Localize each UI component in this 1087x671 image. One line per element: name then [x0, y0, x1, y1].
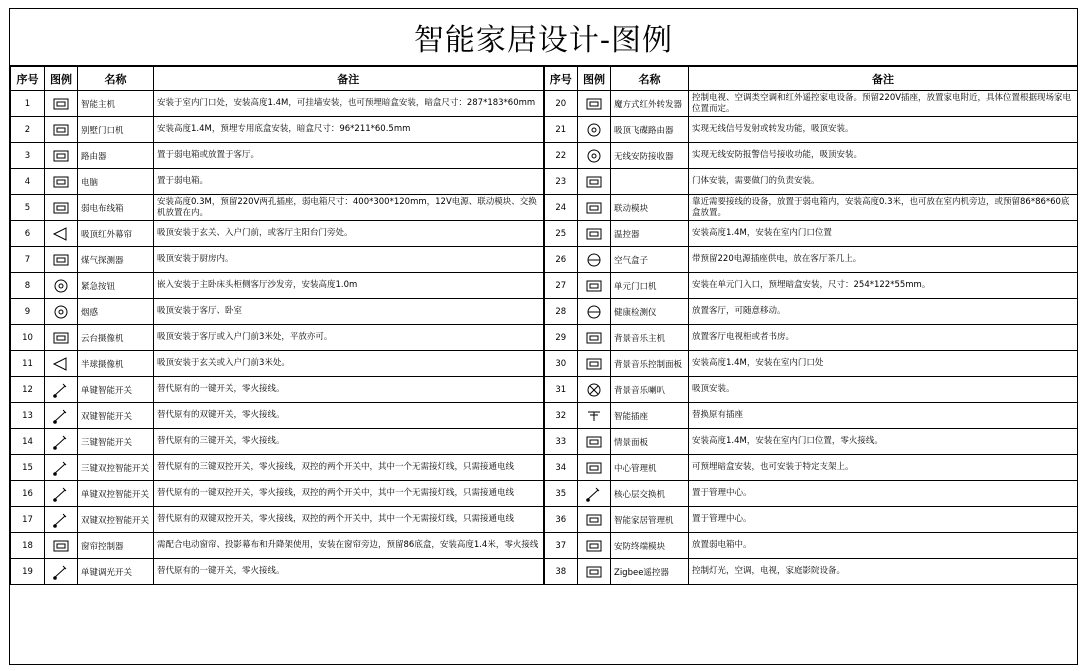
switch3-icon — [51, 433, 71, 451]
infrared-icon — [51, 225, 71, 243]
item-number: 17 — [11, 507, 45, 533]
item-remark: 替代原有的双键开关，零火接线。 — [154, 403, 544, 429]
page-title: 智能家居设计-图例 — [10, 9, 1077, 66]
item-remark: 替换原有插座 — [689, 403, 1078, 429]
door-sensor-icon — [584, 173, 604, 191]
item-number: 21 — [544, 117, 578, 143]
item-number: 6 — [11, 221, 45, 247]
item-name: 背景音乐主机 — [611, 325, 689, 351]
symbol-cell — [45, 247, 78, 273]
table-row — [11, 455, 1078, 481]
table-row — [11, 325, 1078, 351]
item-remark: 置于管理中心。 — [689, 481, 1078, 507]
item-remark: 吸顶安装于客厅、卧室 — [154, 299, 544, 325]
zigbee-icon — [584, 563, 604, 581]
table-row — [11, 169, 1078, 195]
receiver-icon — [584, 147, 604, 165]
symbol-cell — [578, 533, 611, 559]
item-remark: 安装高度1.4M，安装在室内门口位置 — [689, 221, 1078, 247]
music-host-icon — [584, 329, 604, 347]
symbol-cell — [578, 403, 611, 429]
item-name: 烟感 — [78, 299, 154, 325]
table-row — [11, 377, 1078, 403]
item-name: 核心层交换机 — [611, 481, 689, 507]
item-remark: 安装在单元门入口，预埋暗盒安装，尺寸：254*122*55mm。 — [689, 273, 1078, 299]
item-remark: 替代原有的三键开关，零火接线。 — [154, 429, 544, 455]
socket-icon — [584, 407, 604, 425]
table-row — [11, 195, 1078, 221]
symbol-cell — [45, 429, 78, 455]
switch3d-icon — [51, 459, 71, 477]
item-name: 路由器 — [78, 143, 154, 169]
item-remark: 放置客厅，可随意移动。 — [689, 299, 1078, 325]
item-number: 28 — [544, 299, 578, 325]
router-icon — [51, 147, 71, 165]
gas-icon — [51, 251, 71, 269]
item-name: 紧急按钮 — [78, 273, 154, 299]
item-number: 20 — [544, 91, 578, 117]
core-switch-icon — [584, 485, 604, 503]
item-name: 三键智能开关 — [78, 429, 154, 455]
table-row — [11, 559, 1078, 585]
item-name: 智能插座 — [611, 403, 689, 429]
symbol-cell — [45, 299, 78, 325]
ir-icon — [584, 95, 604, 113]
air-icon — [584, 251, 604, 269]
item-number: 27 — [544, 273, 578, 299]
item-remark: 置于管理中心。 — [689, 507, 1078, 533]
header-name-right: 名称 — [611, 67, 689, 91]
item-remark: 吸顶安装于客厅或入户门前3米处，平放亦可。 — [154, 325, 544, 351]
header-symbol: 图例 — [45, 67, 78, 91]
item-remark: 控制电视、空调类空调和红外遥控家电设备。预留220V插座，放置家电附近，具体位置根据现场家电位置而定。 — [689, 91, 1078, 117]
item-number: 30 — [544, 351, 578, 377]
symbol-cell — [578, 299, 611, 325]
table-row — [11, 507, 1078, 533]
header-remark-right: 备注 — [689, 67, 1078, 91]
item-number: 9 — [11, 299, 45, 325]
item-remark: 安装高度1.4M，安装在室内门口处 — [689, 351, 1078, 377]
item-name: 单键调光开关 — [78, 559, 154, 585]
item-name: 吸顶红外幕帘 — [78, 221, 154, 247]
item-name: 背景音乐控制面板 — [611, 351, 689, 377]
symbol-cell — [45, 143, 78, 169]
symbol-cell — [578, 351, 611, 377]
item-number: 19 — [11, 559, 45, 585]
item-number: 1 — [11, 91, 45, 117]
item-name: 背景音乐喇叭 — [611, 377, 689, 403]
item-number: 16 — [11, 481, 45, 507]
table-row — [11, 117, 1078, 143]
item-remark: 门体安装，需要做门的负责安装。 — [689, 169, 1078, 195]
symbol-cell — [578, 455, 611, 481]
item-name: 温控器 — [611, 221, 689, 247]
item-name: 三键双控智能开关 — [78, 455, 154, 481]
health-icon — [584, 303, 604, 321]
item-name: 无线安防接收器 — [611, 143, 689, 169]
item-number: 11 — [11, 351, 45, 377]
symbol-cell — [45, 273, 78, 299]
scene-icon — [584, 433, 604, 451]
table-row — [11, 299, 1078, 325]
symbol-cell — [45, 351, 78, 377]
item-number: 33 — [544, 429, 578, 455]
symbol-cell — [45, 377, 78, 403]
curtain-icon — [51, 537, 71, 555]
door-unit-icon — [51, 121, 71, 139]
item-name: 单键智能开关 — [78, 377, 154, 403]
dimmer-icon — [51, 563, 71, 581]
symbol-cell — [45, 559, 78, 585]
box-icon — [51, 199, 71, 217]
item-remark: 安装高度1.4M，安装在室内门口位置，零火接线。 — [689, 429, 1078, 455]
symbol-cell — [578, 273, 611, 299]
table-row — [11, 143, 1078, 169]
symbol-cell — [45, 169, 78, 195]
table-row — [11, 351, 1078, 377]
symbol-cell — [578, 507, 611, 533]
item-number: 38 — [544, 559, 578, 585]
symbol-cell — [578, 377, 611, 403]
symbol-cell — [45, 403, 78, 429]
server-icon — [584, 511, 604, 529]
item-number: 22 — [544, 143, 578, 169]
host-icon — [51, 95, 71, 113]
header-symbol-right: 图例 — [578, 67, 611, 91]
item-remark: 实现无线安防报警信号接收功能，吸顶安装。 — [689, 143, 1078, 169]
symbol-cell — [45, 325, 78, 351]
item-number: 12 — [11, 377, 45, 403]
speaker-icon — [584, 381, 604, 399]
table-row — [11, 429, 1078, 455]
symbol-cell — [45, 533, 78, 559]
table-row — [11, 91, 1078, 117]
header-no: 序号 — [11, 67, 45, 91]
item-remark: 替代原有的双键双控开关，零火接线，双控的两个开关中，其中一个无需接灯线，只需接通电线 — [154, 507, 544, 533]
item-name: 云台摄像机 — [78, 325, 154, 351]
item-number: 8 — [11, 273, 45, 299]
item-remark: 放置客厅电视柜或者书房。 — [689, 325, 1078, 351]
item-remark: 安装高度0.3M，预留220V两孔插座，弱电箱尺寸：400*300*120mm，12V电源、联动模块、交换机放置在内。 — [154, 195, 544, 221]
symbol-cell — [578, 143, 611, 169]
item-remark: 安装高度1.4M，预埋专用底盒安装，暗盒尺寸：96*211*60.5mm — [154, 117, 544, 143]
item-remark: 置于弱电箱。 — [154, 169, 544, 195]
item-number: 4 — [11, 169, 45, 195]
table-row — [11, 481, 1078, 507]
symbol-cell — [45, 481, 78, 507]
item-remark: 替代原有的一键开关，零火接线。 — [154, 377, 544, 403]
symbol-cell — [578, 195, 611, 221]
symbol-cell — [45, 195, 78, 221]
item-remark: 安装于室内门口处，安装高度1.4M，可挂墙安装，也可预埋暗盒安装，暗盒尺寸：287*183*60mm — [154, 91, 544, 117]
item-remark: 吸顶安装于玄关、入户门前，或客厅主阳台门旁处。 — [154, 221, 544, 247]
item-name: 联动模块 — [611, 195, 689, 221]
item-number: 2 — [11, 117, 45, 143]
item-name: 健康检测仪 — [611, 299, 689, 325]
item-remark: 吸顶安装。 — [689, 377, 1078, 403]
linkage-icon — [584, 199, 604, 217]
security-mod-icon — [584, 537, 604, 555]
symbol-cell — [578, 559, 611, 585]
symbol-cell — [45, 455, 78, 481]
unit-door-icon — [584, 277, 604, 295]
header-remark: 备注 — [154, 67, 544, 91]
item-number: 18 — [11, 533, 45, 559]
item-number: 31 — [544, 377, 578, 403]
table-row — [11, 533, 1078, 559]
item-remark: 置于弱电箱或放置于客厅。 — [154, 143, 544, 169]
switch1-icon — [51, 381, 71, 399]
item-name: 别墅门口机 — [78, 117, 154, 143]
switch1d-icon — [51, 485, 71, 503]
header-name: 名称 — [78, 67, 154, 91]
item-name: 吸顶飞碟路由器 — [611, 117, 689, 143]
item-number: 13 — [11, 403, 45, 429]
switch2-icon — [51, 407, 71, 425]
symbol-cell — [578, 481, 611, 507]
tv-icon — [51, 173, 71, 191]
item-number: 24 — [544, 195, 578, 221]
item-name: 双键智能开关 — [78, 403, 154, 429]
item-remark: 靠近需要接线的设备，放置于弱电箱内，安装高度0.3米，也可放在室内机旁边，或预留86*86*60底盒放置。 — [689, 195, 1078, 221]
table-header — [11, 67, 1078, 91]
item-name: 单元门口机 — [611, 273, 689, 299]
item-number: 7 — [11, 247, 45, 273]
item-number: 32 — [544, 403, 578, 429]
cam2-icon — [51, 355, 71, 373]
symbol-cell — [578, 429, 611, 455]
item-remark: 带预留220电源插座供电，放在客厅茶几上。 — [689, 247, 1078, 273]
item-name: 安防终端模块 — [611, 533, 689, 559]
item-number: 25 — [544, 221, 578, 247]
item-number: 34 — [544, 455, 578, 481]
item-name: Zigbee遥控器 — [611, 559, 689, 585]
smoke-icon — [51, 303, 71, 321]
symbol-cell — [45, 221, 78, 247]
table-row — [11, 403, 1078, 429]
item-name: 中心管理机 — [611, 455, 689, 481]
header-no-right: 序号 — [544, 67, 578, 91]
symbol-cell — [45, 507, 78, 533]
symbol-cell — [578, 91, 611, 117]
item-name: 空气盒子 — [611, 247, 689, 273]
item-number: 23 — [544, 169, 578, 195]
item-name: 情景面板 — [611, 429, 689, 455]
legend-sheet — [9, 8, 1078, 665]
item-number: 5 — [11, 195, 45, 221]
legend-table — [10, 66, 1078, 585]
item-name: 智能主机 — [78, 91, 154, 117]
temp-icon — [584, 225, 604, 243]
item-number: 26 — [544, 247, 578, 273]
item-name: 单键双控智能开关 — [78, 481, 154, 507]
item-name — [611, 169, 689, 195]
item-remark: 吸顶安装于厨房内。 — [154, 247, 544, 273]
symbol-cell — [45, 91, 78, 117]
item-number: 36 — [544, 507, 578, 533]
item-name: 魔方式红外转发器 — [611, 91, 689, 117]
switch2d-icon — [51, 511, 71, 529]
item-remark: 吸顶安装于玄关或入户门前3米处。 — [154, 351, 544, 377]
item-remark: 嵌入安装于主卧床头柜侧客厅沙发旁，安装高度1.0m — [154, 273, 544, 299]
item-name: 弱电布线箱 — [78, 195, 154, 221]
table-row — [11, 273, 1078, 299]
item-remark: 放置弱电箱中。 — [689, 533, 1078, 559]
center-icon — [584, 459, 604, 477]
item-number: 29 — [544, 325, 578, 351]
symbol-cell — [578, 117, 611, 143]
symbol-cell — [45, 117, 78, 143]
symbol-cell — [578, 325, 611, 351]
item-name: 双键双控智能开关 — [78, 507, 154, 533]
item-name: 半球摄像机 — [78, 351, 154, 377]
item-remark: 需配合电动窗帘、投影幕布和升降架使用，安装在窗帘旁边，预留86底盒，安装高度1.4米，零火接线 — [154, 533, 544, 559]
music-panel-icon — [584, 355, 604, 373]
item-remark: 控制灯光，空调，电视，家庭影院设备。 — [689, 559, 1078, 585]
item-number: 37 — [544, 533, 578, 559]
symbol-cell — [578, 169, 611, 195]
item-number: 15 — [11, 455, 45, 481]
table-row — [11, 221, 1078, 247]
item-remark: 替代原有的三键双控开关，零火接线，双控的两个开关中，其中一个无需接灯线，只需接通电线 — [154, 455, 544, 481]
symbol-cell — [578, 221, 611, 247]
item-name: 智能家居管理机 — [611, 507, 689, 533]
item-remark: 替代原有的一键开关，零火接线。 — [154, 559, 544, 585]
item-remark: 替代原有的一键双控开关，零火接线，双控的两个开关中，其中一个无需接灯线，只需接通电线 — [154, 481, 544, 507]
item-number: 3 — [11, 143, 45, 169]
item-remark: 实现无线信号发射或转发功能，吸顶安装。 — [689, 117, 1078, 143]
item-number: 10 — [11, 325, 45, 351]
item-remark: 可预埋暗盒安装，也可安装于特定支架上。 — [689, 455, 1078, 481]
emergency-icon — [51, 277, 71, 295]
camera-icon — [51, 329, 71, 347]
item-name: 煤气探测器 — [78, 247, 154, 273]
ufo-icon — [584, 121, 604, 139]
table-row — [11, 247, 1078, 273]
item-name: 窗帘控制器 — [78, 533, 154, 559]
symbol-cell — [578, 247, 611, 273]
item-number: 14 — [11, 429, 45, 455]
item-name: 电脑 — [78, 169, 154, 195]
item-number: 35 — [544, 481, 578, 507]
